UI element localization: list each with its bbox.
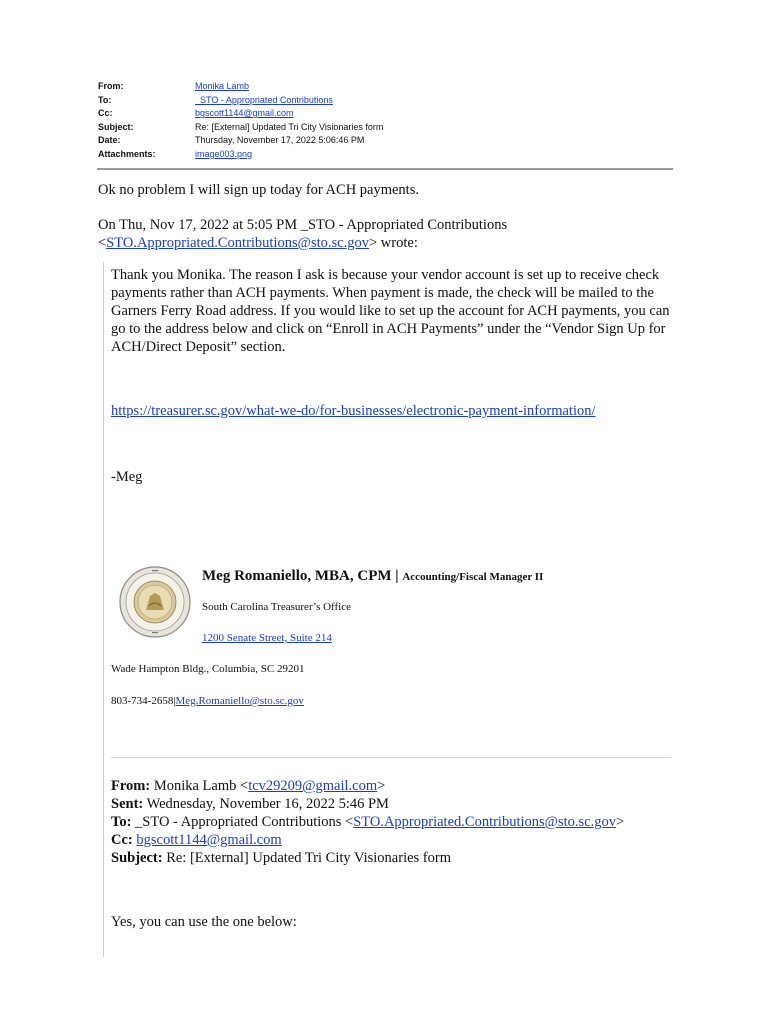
forward-header (111, 777, 624, 867)
attribution-line: On Thu, Nov 17, 2022 at 5:05 PM _STO - Appropriated Contributions (98, 217, 508, 233)
header-attachments-row (98, 148, 383, 162)
attribution-end: > wrote: (369, 235, 418, 251)
forward-to-value: _STO - Appropriated Contributions < (131, 814, 354, 830)
from-label: From: (98, 81, 124, 91)
attribution-line-2 (98, 234, 507, 252)
forward-body: Yes, you can use the one below: (111, 914, 297, 930)
ach-info-link-text[interactable]: https://treasurer.sc.gov/what-we-do/for-businesses/electronic-payment-information/ (111, 403, 596, 419)
signature-name-line (202, 567, 543, 586)
attachments-label: Attachments: (98, 148, 156, 159)
forward-from-end: > (377, 778, 386, 794)
forward-cc-row (111, 831, 624, 849)
signoff: -Meg (111, 469, 143, 485)
forward-to-label: To: (111, 814, 132, 830)
date-label: Date: (98, 135, 121, 146)
forward-from-email[interactable]: tcv29209@gmail.com (248, 778, 378, 794)
reply-body: Ok no problem I will sign up today for ACH payments. (98, 182, 419, 198)
treasurer-seal-icon (119, 566, 191, 638)
signature-office: South Carolina Treasurer’s Office (202, 601, 351, 613)
attribution-email-link[interactable]: STO.Appropriated.Contributions@sto.sc.gov (106, 235, 369, 251)
header-subject-row (98, 121, 383, 135)
forward-subject-label: Subject: (111, 850, 163, 866)
header-date-row (98, 134, 383, 148)
header-cc-row (98, 107, 383, 121)
to-label: To: (98, 94, 112, 105)
signature-building: Wade Hampton Bldg., Columbia, SC 29201 (111, 663, 305, 675)
date-value: Thursday, November 17, 2022 5:06:46 PM (195, 135, 365, 146)
reply-attribution (98, 216, 507, 252)
forward-sent-value: Wednesday, November 16, 2022 5:46 PM (143, 796, 389, 812)
forward-subject-row (111, 849, 624, 867)
to-value[interactable]: _STO - Appropriated Contributions (195, 94, 333, 105)
cc-value[interactable]: bgscott1144@gmail.com (195, 108, 294, 119)
cc-label: Cc: (98, 108, 113, 119)
forward-to-end: > (616, 814, 625, 830)
email-header (98, 80, 383, 162)
signature-contact (111, 694, 304, 708)
quoted-paragraph: Thank you Monika. The reason I ask is because your vendor account is set up to receive check payments rather than ACH payments. When payment is made, the check will be mailed to the Garners Ferry Road address. If you would like to set up the account for ACH payments, you can go to the address below and click on “Enroll in ACH Payments” under the “Vendor Sign Up for ACH/Direct Deposit” section. (111, 267, 670, 355)
forward-from-name: Monika Lamb < (150, 778, 249, 794)
subject-value: Re: [External] Updated Tri City Visionaries form (195, 121, 384, 132)
forward-to-email[interactable]: STO.Appropriated.Contributions@sto.sc.gov (353, 814, 617, 830)
forward-cc-label: Cc: (111, 832, 133, 848)
signature-address[interactable] (202, 631, 332, 645)
signature-email-link[interactable]: Meg.Romaniello@sto.sc.gov (175, 695, 304, 707)
subject-label: Subject: (98, 121, 134, 132)
forward-to-row (111, 813, 624, 831)
signature-sep: | (391, 568, 403, 584)
forward-sent-label: Sent: (111, 796, 144, 812)
header-from-row (98, 80, 383, 94)
address-link[interactable]: 1200 Senate Street, Suite 214 (202, 632, 332, 644)
forward-sent-row (111, 795, 624, 813)
signature-name: Meg Romaniello, MBA, CPM (202, 568, 392, 584)
header-to-row (98, 94, 383, 108)
forward-subject-value: Re: [External] Updated Tri City Visionaries form (162, 850, 451, 866)
from-value[interactable]: Monika Lamb (195, 81, 250, 91)
attachment-link[interactable]: image003.png (195, 148, 253, 159)
attribution-lt: < (98, 235, 107, 251)
signature-phone: 803-734-2658 (111, 695, 174, 707)
ach-info-link[interactable] (111, 402, 596, 420)
forward-cc-email[interactable]: bgscott1144@gmail.com (136, 832, 282, 848)
quote-bar (103, 262, 104, 957)
signature-role: Accounting/Fiscal Manager II (402, 571, 544, 583)
header-divider (97, 168, 673, 170)
forward-from-label: From: (111, 778, 151, 794)
signature-pipe: | (173, 695, 176, 707)
forward-separator (111, 757, 671, 758)
forward-from-row (111, 777, 624, 795)
